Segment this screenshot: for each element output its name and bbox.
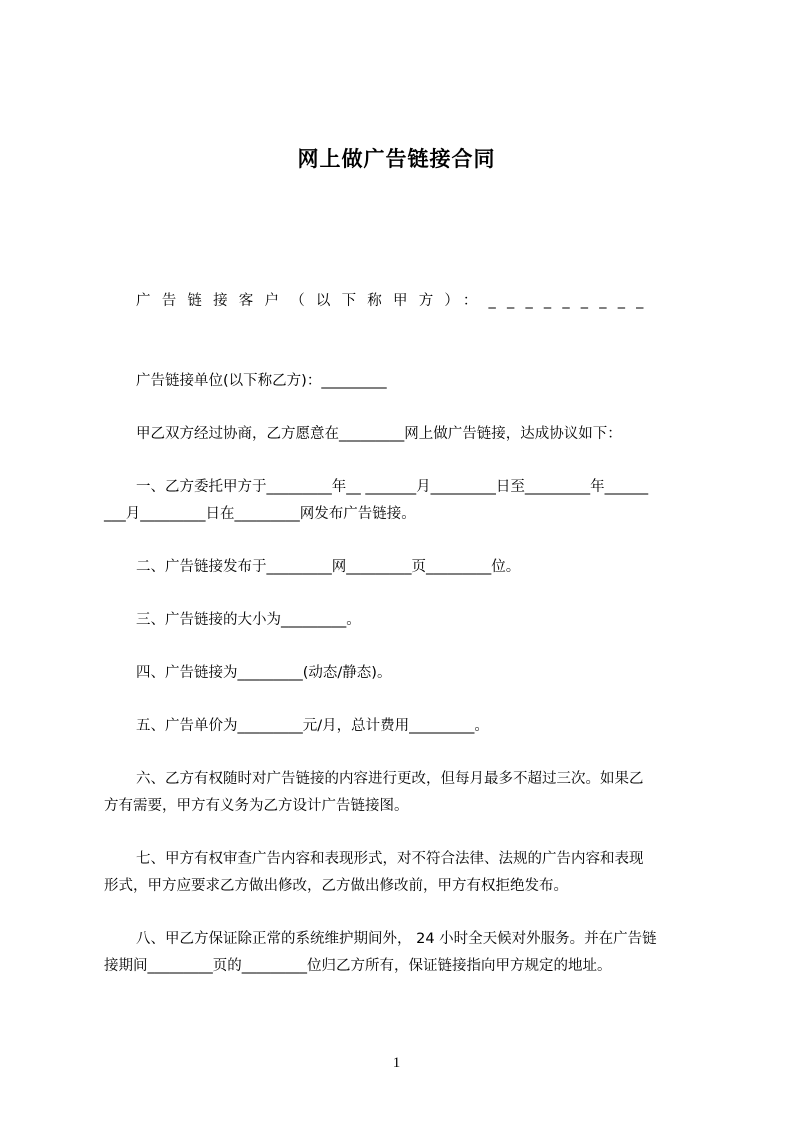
clause-7-line-2: 形式，甲方应要求乙方做出修改，乙方做出修改前，甲方有权拒绝发布。 <box>104 878 568 894</box>
clause-3: 三、广告链接的大小为_________。 <box>136 612 361 628</box>
document-title: 网上做广告链接合同 <box>297 147 496 171</box>
clause-2: 二、广告链接发布于_________网_________页_________位。 <box>136 559 521 575</box>
clause-1-line-2: ___月_________日在_________网发布广告链接。 <box>104 506 416 522</box>
party-b-line: 广告链接单位(以下称乙方)：_________ <box>136 373 387 389</box>
clause-1-line-1: 一、乙方委托甲方于_________年__ _______月_________日至_________年______ <box>136 479 649 495</box>
party-a-line: 广告链接客户（以下称甲方）：_________ <box>136 293 655 309</box>
clause-7-line-1: 七、甲方有权审查广告内容和表现形式，对不符合法律、法规的广告内容和表现 <box>136 851 644 867</box>
page-number: 1 <box>392 1055 401 1071</box>
clause-6-line-2: 方有需要，甲方有义务为乙方设计广告链接图。 <box>104 798 409 814</box>
clause-8-line-2: 接期间_________页的_________位归乙方所有，保证链接指向甲方规定的地址。 <box>104 958 612 974</box>
clause-6-line-1: 六、乙方有权随时对广告链接的内容进行更改，但每月最多不超过三次。如果乙 <box>136 771 644 787</box>
clause-4: 四、广告链接为_________(动态/静态)。 <box>136 665 392 681</box>
intro-paragraph: 甲乙双方经过协商，乙方愿意在_________网上做广告链接，达成协议如下： <box>136 426 622 442</box>
clause-8-line-1: 八、甲乙方保证除正常的系统维护期间外， 24 小时全天候对外服务。并在广告链 <box>136 931 657 947</box>
clause-5: 五、广告单价为_________元/月，总计费用_________。 <box>136 718 489 734</box>
